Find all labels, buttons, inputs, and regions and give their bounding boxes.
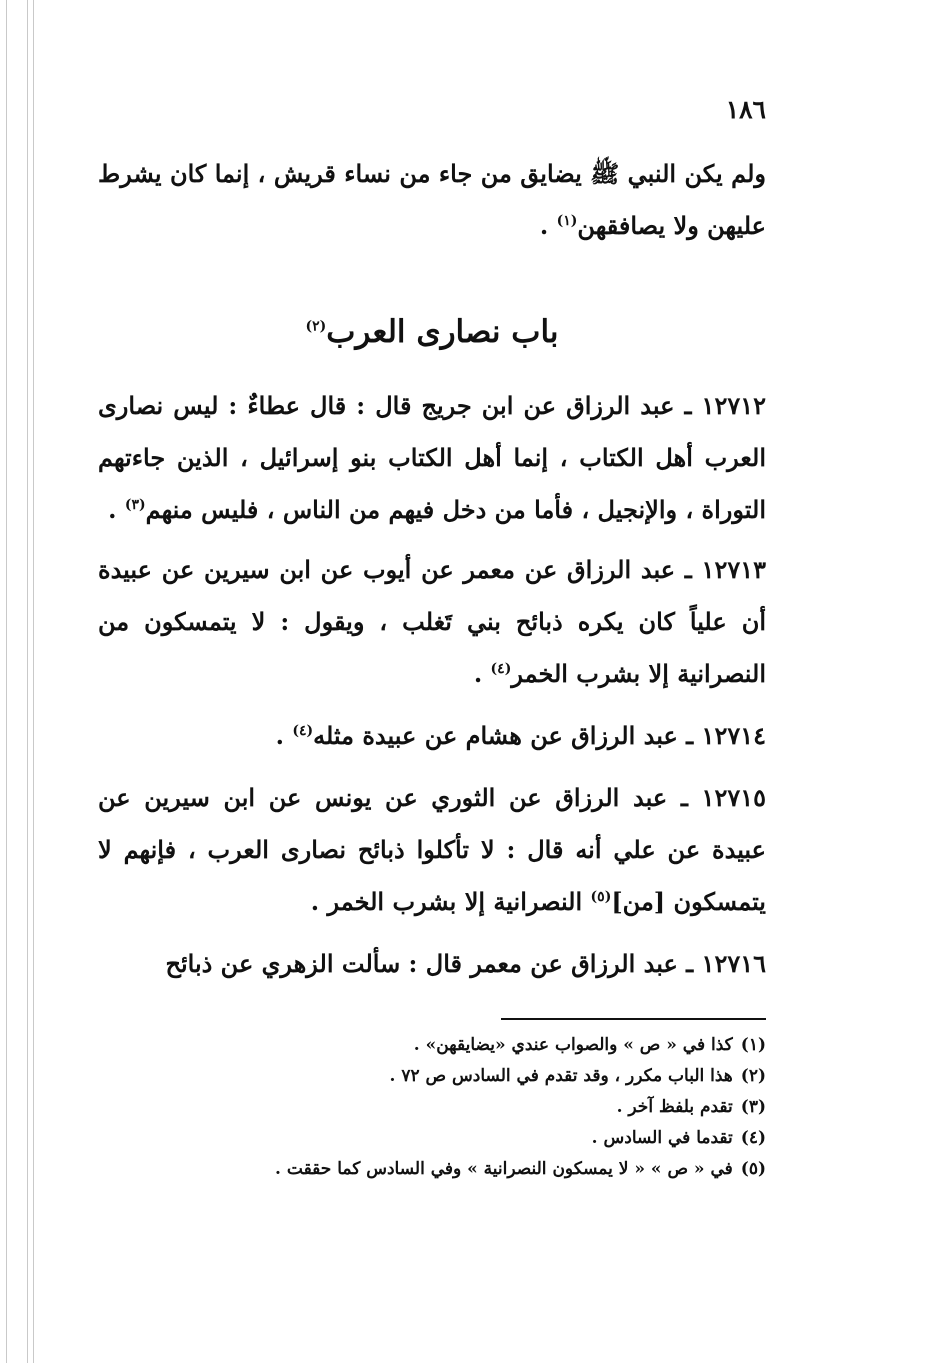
hadith-12715 xyxy=(98,772,766,928)
intro-end: . xyxy=(539,211,557,240)
footnote-ref: (٤) xyxy=(490,661,512,677)
hadith-12712 xyxy=(98,380,766,536)
scan-edge-line xyxy=(33,0,34,1363)
hadith-12714 xyxy=(98,710,766,762)
hadith-number: ١٢٧١٢ xyxy=(701,391,766,420)
hadith-number: ١٢٧١٥ xyxy=(701,783,766,812)
scan-edge-line xyxy=(6,0,7,1363)
footnote-marker: (١) xyxy=(740,1035,766,1055)
footnote-3 xyxy=(98,1092,766,1123)
footnote-marker: (٣) xyxy=(740,1097,766,1117)
hadith-text: ـ عبد الرزاق عن هشام عن عبيدة مثله xyxy=(313,721,702,750)
section-heading xyxy=(98,302,766,362)
hadith-12716 xyxy=(98,938,766,990)
section-heading-text: باب نصارى العرب xyxy=(326,314,559,350)
footnote-1 xyxy=(98,1030,766,1061)
hadith-end: . xyxy=(473,659,491,688)
footnote-text: تقدما في السادس . xyxy=(591,1128,733,1148)
footnote-text: في « ص » « لا يمسكون النصرانية » وفي السادس كما حققت . xyxy=(275,1159,733,1179)
page-number: ١٨٦ xyxy=(725,95,766,124)
footnote-2 xyxy=(98,1061,766,1092)
hadith-text: ـ عبد الرزاق عن معمر عن أيوب عن ابن سيرين عن عبيدة أن علياً كان يكره ذبائح بني تَغلب ، ويقول : لا يتمسكون من النصرانية إلا بشرب الخمر xyxy=(98,555,766,688)
footnote-ref: (٢) xyxy=(305,318,327,335)
hadith-number: ١٢٧١٣ xyxy=(701,555,766,584)
footnote-divider xyxy=(501,1018,766,1020)
footnote-ref: (٥) xyxy=(590,889,612,905)
footnote-ref: (١) xyxy=(556,213,578,229)
footnote-marker: (٢) xyxy=(740,1066,766,1086)
footnote-ref: (٣) xyxy=(124,497,146,513)
footnote-4 xyxy=(98,1123,766,1154)
footnote-ref: (٤) xyxy=(292,723,314,739)
hadith-number: ١٢٧١٦ xyxy=(701,949,766,978)
footnote-text: تقدم بلفظ آخر . xyxy=(616,1097,733,1117)
intro-paragraph xyxy=(98,148,766,252)
footnote-text: كذا في « ص » والصواب عندي «يضايقهن» . xyxy=(413,1035,733,1055)
hadith-text: ـ عبد الرزاق عن الثوري عن يونس عن ابن سيرين عن عبيدة عن علي أنه قال : لا تأكلوا ذبائح نصارى العرب ، فإنهم لا يتمسكون [من] xyxy=(98,783,766,916)
hadith-12713 xyxy=(98,544,766,700)
intro-text: ولم يكن النبي ﷺ يضايق من جاء من نساء قريش ، إنما كان يشرط عليهن ولا يصافقهن xyxy=(98,159,766,240)
footnote-marker: (٥) xyxy=(740,1159,766,1179)
hadith-end: النصرانية إلا بشرب الخمر . xyxy=(310,887,591,916)
hadith-text: ـ عبد الرزاق عن معمر قال : سألت الزهري عن ذبائح xyxy=(165,949,702,978)
book-page xyxy=(98,90,766,1185)
hadith-text: ـ عبد الرزاق عن ابن جريج قال : قال عطاءٌ : ليس نصارى العرب أهل الكتاب ، إنما أهل الكتاب بنو إسرائيل ، الذين جاءتهم التوراة ، والإنجيل ، فأما من دخل فيهم من الناس ، فليس منهم xyxy=(98,391,766,524)
hadith-end: . xyxy=(275,721,293,750)
footnotes xyxy=(98,1030,766,1185)
footnote-text: هذا الباب مكرر ، وقد تقدم في السادس ص ٧٢ . xyxy=(389,1066,733,1086)
hadith-end: . xyxy=(108,495,125,524)
footnote-5 xyxy=(98,1154,766,1185)
scan-edge-line xyxy=(27,0,28,1363)
hadith-number: ١٢٧١٤ xyxy=(701,721,766,750)
footnote-marker: (٤) xyxy=(740,1128,766,1148)
